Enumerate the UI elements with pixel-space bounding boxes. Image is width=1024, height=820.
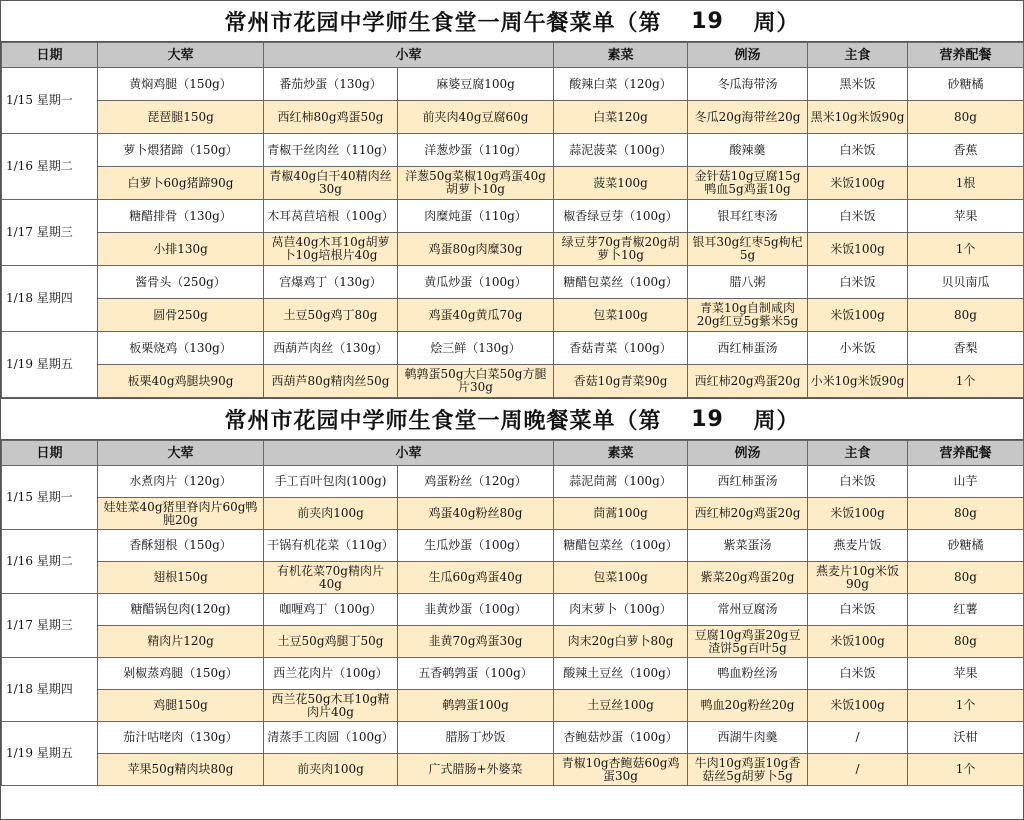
soup-cell: 牛肉10g鸡蛋10g香菇丝5g胡萝卜5g [688,754,808,786]
date-cell: 1/18 星期四 [2,658,98,722]
side-meat-a-cell: 有机花菜70g精肉片40g [264,562,398,594]
side-meat-a-cell: 清蒸手工肉圆（100g） [264,722,398,754]
header-nutrition: 营养配餐 [908,43,1024,68]
lunch-day-2-dish-row [2,134,1024,167]
staple-cell: 米饭100g [808,626,908,658]
staple-cell: 小米10g米饭90g [808,365,908,398]
header-nutrition: 营养配餐 [908,441,1024,466]
side-meat-b-cell: 广式腊肠+外婆菜 [398,754,554,786]
main-meat-cell: 剁椒蒸鸡腿（150g） [98,658,264,690]
dinner-menu-table [1,440,1024,786]
main-meat-cell: 琵琶腿150g [98,101,264,134]
vegetable-cell: 土豆丝100g [554,690,688,722]
side-meat-a-cell: 西葫芦肉丝（130g） [264,332,398,365]
header-date: 日期 [2,441,98,466]
main-meat-cell: 水煮肉片（120g） [98,466,264,498]
vegetable-cell: 酸辣土豆丝（100g） [554,658,688,690]
vegetable-cell: 香菇青菜（100g） [554,332,688,365]
dinner-title-suffix: 周） [753,408,800,434]
side-meat-b-cell: 韭黄70g鸡蛋30g [398,626,554,658]
nutrition-cell: 沃柑 [908,722,1024,754]
date-cell: 1/17 星期三 [2,594,98,658]
side-meat-a-cell: 咖喱鸡丁（100g） [264,594,398,626]
vegetable-cell: 青椒10g杏鲍菇60g鸡蛋30g [554,754,688,786]
side-meat-a-cell: 木耳莴苣培根（100g） [264,200,398,233]
vegetable-cell: 菠菜100g [554,167,688,200]
nutrition-cell: 1根 [908,167,1024,200]
side-meat-b-cell: 生瓜60g鸡蛋40g [398,562,554,594]
main-meat-cell: 娃娃菜40g猪里脊肉片60g鸭肫20g [98,498,264,530]
side-meat-a-cell: 莴苣40g木耳10g胡萝卜10g培根片40g [264,233,398,266]
soup-cell: 西红柿蛋汤 [688,332,808,365]
main-meat-cell: 小排130g [98,233,264,266]
nutrition-cell: 红薯 [908,594,1024,626]
soup-cell: 鸭血粉丝汤 [688,658,808,690]
header-soup: 例汤 [688,43,808,68]
header-date: 日期 [2,43,98,68]
staple-cell: 小米饭 [808,332,908,365]
soup-cell: 酸辣羹 [688,134,808,167]
vegetable-cell: 白菜120g [554,101,688,134]
nutrition-cell: 80g [908,299,1024,332]
side-meat-a-cell: 土豆50g鸡丁80g [264,299,398,332]
dinner-title [1,398,1023,440]
lunch-day-1-dish-row [2,68,1024,101]
nutrition-cell: 苹果 [908,200,1024,233]
dinner-day-1-dish-row [2,466,1024,498]
side-meat-a-cell: 前夹肉100g [264,498,398,530]
main-meat-cell: 黄焖鸡腿（150g） [98,68,264,101]
soup-cell: 豆腐10g鸡蛋20g豆渣饼5g百叶5g [688,626,808,658]
main-meat-cell: 萝卜煨猪蹄（150g） [98,134,264,167]
main-meat-cell: 翅根150g [98,562,264,594]
vegetable-cell: 肉末萝卜（100g） [554,594,688,626]
staple-cell: 白米饭 [808,594,908,626]
side-meat-a-cell: 西兰花肉片（100g） [264,658,398,690]
side-meat-a-cell: 前夹肉100g [264,754,398,786]
staple-cell: 白米饭 [808,266,908,299]
side-meat-a-cell: 番茄炒蛋（130g） [264,68,398,101]
nutrition-cell: 砂糖橘 [908,530,1024,562]
main-meat-cell: 糖醋锅包肉(120g) [98,594,264,626]
nutrition-cell: 80g [908,101,1024,134]
header-soup: 例汤 [688,441,808,466]
soup-cell: 银耳30g红枣5g枸杞5g [688,233,808,266]
vegetable-cell: 蒜泥菠菜（100g） [554,134,688,167]
staple-cell: 燕麦片饭 [808,530,908,562]
soup-cell: 紫菜蛋汤 [688,530,808,562]
main-meat-cell: 苹果50g精肉块80g [98,754,264,786]
side-meat-b-cell: 烩三鲜（130g） [398,332,554,365]
main-meat-cell: 板栗40g鸡腿块90g [98,365,264,398]
lunch-day-3-portion-row [2,233,1024,266]
side-meat-b-cell: 麻婆豆腐100g [398,68,554,101]
soup-cell: 常州豆腐汤 [688,594,808,626]
lunch-menu-table [1,42,1024,398]
lunch-header-row [2,43,1024,68]
staple-cell: 白米饭 [808,466,908,498]
dinner-title-prefix: 常州市花园中学师生食堂一周晚餐菜单（第 [224,408,662,434]
nutrition-cell: 砂糖橘 [908,68,1024,101]
side-meat-b-cell: 前夹肉40g豆腐60g [398,101,554,134]
lunch-day-4-dish-row [2,266,1024,299]
soup-cell: 青菜10g自制咸肉20g红豆5g紫米5g [688,299,808,332]
header-main-meat: 大荤 [98,43,264,68]
soup-cell: 金针菇10g豆腐15g鸭血5g鸡蛋10g [688,167,808,200]
vegetable-cell: 香菇10g青菜90g [554,365,688,398]
date-cell: 1/15 星期一 [2,466,98,530]
nutrition-cell: 80g [908,498,1024,530]
lunch-title [1,1,1023,42]
date-cell: 1/19 星期五 [2,722,98,786]
vegetable-cell: 椒香绿豆芽（100g） [554,200,688,233]
lunch-week-number: 19 [691,8,724,34]
dinner-day-4-portion-row [2,690,1024,722]
main-meat-cell: 酱骨头（250g） [98,266,264,299]
lunch-day-5-portion-row [2,365,1024,398]
main-meat-cell: 圆骨250g [98,299,264,332]
lunch-day-3-dish-row [2,200,1024,233]
vegetable-cell: 包菜100g [554,299,688,332]
vegetable-cell: 绿豆芽70g青椒20g胡萝卜10g [554,233,688,266]
date-cell: 1/16 星期二 [2,530,98,594]
staple-cell: 燕麦片10g米饭90g [808,562,908,594]
side-meat-a-cell: 干锅有机花菜（110g） [264,530,398,562]
vegetable-cell: 蒜泥茼蒿（100g） [554,466,688,498]
staple-cell: 米饭100g [808,299,908,332]
date-cell: 1/15 星期一 [2,68,98,134]
vegetable-cell: 肉末20g白萝卜80g [554,626,688,658]
lunch-day-2-portion-row [2,167,1024,200]
vegetable-cell: 杏鲍菇炒蛋（100g） [554,722,688,754]
staple-cell: 黑米10g米饭90g [808,101,908,134]
nutrition-cell: 香蕉 [908,134,1024,167]
nutrition-cell: 1个 [908,754,1024,786]
vegetable-cell: 糖醋包菜丝（100g） [554,530,688,562]
lunch-day-1-portion-row [2,101,1024,134]
dinner-header-row [2,441,1024,466]
lunch-title-prefix: 常州市花园中学师生食堂一周午餐菜单（第 [224,10,662,36]
soup-cell: 西红柿蛋汤 [688,466,808,498]
staple-cell: 米饭100g [808,690,908,722]
header-vegetable: 素菜 [554,43,688,68]
side-meat-b-cell: 腊肠丁炒饭 [398,722,554,754]
side-meat-b-cell: 鸡蛋40g黄瓜70g [398,299,554,332]
dinner-day-5-dish-row [2,722,1024,754]
vegetable-cell: 包菜100g [554,562,688,594]
side-meat-b-cell: 五香鹌鹑蛋（100g） [398,658,554,690]
main-meat-cell: 茄汁咕咾肉（130g） [98,722,264,754]
header-staple: 主食 [808,43,908,68]
staple-cell: 黑米饭 [808,68,908,101]
soup-cell: 紫菜20g鸡蛋20g [688,562,808,594]
soup-cell: 西红柿20g鸡蛋20g [688,365,808,398]
dinner-day-1-portion-row [2,498,1024,530]
side-meat-a-cell: 西葫芦80g精肉丝50g [264,365,398,398]
main-meat-cell: 糖醋排骨（130g） [98,200,264,233]
date-cell: 1/16 星期二 [2,134,98,200]
header-main-meat: 大荤 [98,441,264,466]
nutrition-cell: 苹果 [908,658,1024,690]
side-meat-a-cell: 西红柿80g鸡蛋50g [264,101,398,134]
staple-cell: 米饭100g [808,498,908,530]
dinner-week-number: 19 [691,406,724,432]
side-meat-a-cell: 土豆50g鸡腿丁50g [264,626,398,658]
vegetable-cell: 茼蒿100g [554,498,688,530]
vegetable-cell: 酸辣白菜（120g） [554,68,688,101]
side-meat-b-cell: 肉糜炖蛋（110g） [398,200,554,233]
soup-cell: 西湖牛肉羹 [688,722,808,754]
main-meat-cell: 香酥翅根（150g） [98,530,264,562]
main-meat-cell: 板栗烧鸡（130g） [98,332,264,365]
side-meat-b-cell: 鸡蛋80g肉糜30g [398,233,554,266]
side-meat-a-cell: 西兰花50g木耳10g精肉片40g [264,690,398,722]
soup-cell: 银耳红枣汤 [688,200,808,233]
dinner-day-4-dish-row [2,658,1024,690]
nutrition-cell: 80g [908,626,1024,658]
side-meat-b-cell: 洋葱炒蛋（110g） [398,134,554,167]
nutrition-cell: 1个 [908,690,1024,722]
lunch-title-suffix: 周） [753,10,800,36]
vegetable-cell: 糖醋包菜丝（100g） [554,266,688,299]
side-meat-b-cell: 鸡蛋40g粉丝80g [398,498,554,530]
soup-cell: 冬瓜海带汤 [688,68,808,101]
nutrition-cell: 1个 [908,233,1024,266]
side-meat-b-cell: 生瓜炒蛋（100g） [398,530,554,562]
side-meat-a-cell: 宫爆鸡丁（130g） [264,266,398,299]
header-side-meat: 小荤 [264,441,554,466]
date-cell: 1/18 星期四 [2,266,98,332]
soup-cell: 冬瓜20g海带丝20g [688,101,808,134]
nutrition-cell: 80g [908,562,1024,594]
date-cell: 1/17 星期三 [2,200,98,266]
staple-cell: 米饭100g [808,167,908,200]
staple-cell: / [808,722,908,754]
side-meat-a-cell: 手工百叶包肉(100g) [264,466,398,498]
nutrition-cell: 1个 [908,365,1024,398]
soup-cell: 西红柿20g鸡蛋20g [688,498,808,530]
staple-cell: / [808,754,908,786]
staple-cell: 米饭100g [808,233,908,266]
side-meat-b-cell: 洋葱50g菜椒10g鸡蛋40g胡萝卜10g [398,167,554,200]
main-meat-cell: 精肉片120g [98,626,264,658]
header-vegetable: 素菜 [554,441,688,466]
dinner-day-2-dish-row [2,530,1024,562]
side-meat-b-cell: 鹌鹑蛋100g [398,690,554,722]
header-staple: 主食 [808,441,908,466]
side-meat-a-cell: 青椒40g白干40精肉丝30g [264,167,398,200]
lunch-day-4-portion-row [2,299,1024,332]
soup-cell: 腊八粥 [688,266,808,299]
staple-cell: 白米饭 [808,134,908,167]
side-meat-b-cell: 韭黄炒蛋（100g） [398,594,554,626]
lunch-body [2,68,1024,398]
main-meat-cell: 白萝卜60g猪蹄90g [98,167,264,200]
dinner-day-5-portion-row [2,754,1024,786]
side-meat-a-cell: 青椒干丝肉丝（110g） [264,134,398,167]
nutrition-cell: 贝贝南瓜 [908,266,1024,299]
lunch-day-5-dish-row [2,332,1024,365]
dinner-day-3-portion-row [2,626,1024,658]
soup-cell: 鸭血20g粉丝20g [688,690,808,722]
side-meat-b-cell: 鸡蛋粉丝（120g） [398,466,554,498]
nutrition-cell: 山芋 [908,466,1024,498]
side-meat-b-cell: 黄瓜炒蛋（100g） [398,266,554,299]
staple-cell: 白米饭 [808,658,908,690]
header-side-meat: 小荤 [264,43,554,68]
staple-cell: 白米饭 [808,200,908,233]
dinner-day-3-dish-row [2,594,1024,626]
nutrition-cell: 香梨 [908,332,1024,365]
side-meat-b-cell: 鹌鹑蛋50g大白菜50g方腿片30g [398,365,554,398]
dinner-day-2-portion-row [2,562,1024,594]
main-meat-cell: 鸡腿150g [98,690,264,722]
dinner-body [2,466,1024,786]
date-cell: 1/19 星期五 [2,332,98,398]
